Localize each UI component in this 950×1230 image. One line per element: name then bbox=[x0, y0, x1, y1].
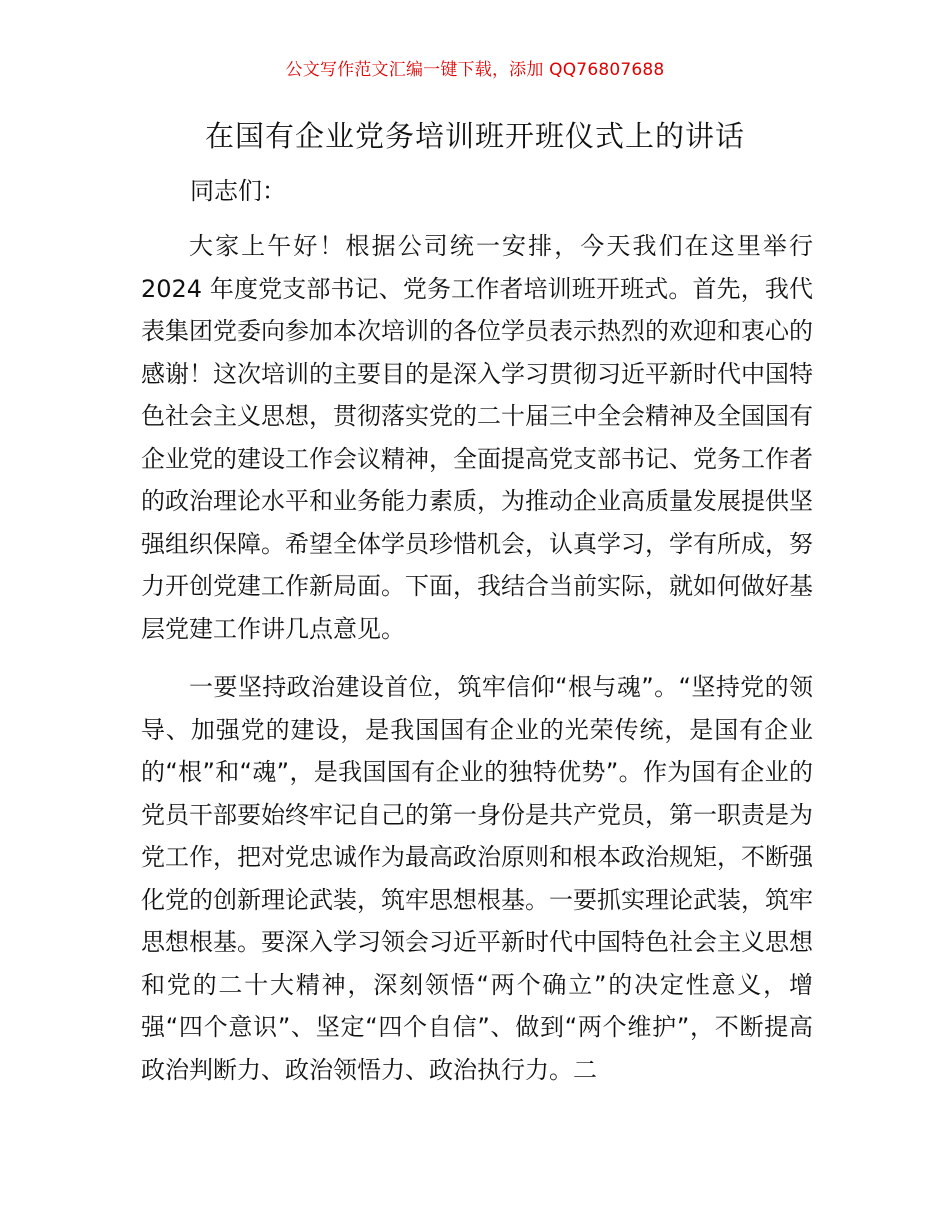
download-notice: 公文写作范文汇编一键下载，添加 QQ76807688 bbox=[285, 60, 665, 80]
document-body bbox=[141, 225, 813, 1107]
paragraph-opening: 大家上午好！根据公司统一安排，今天我们在这里举行 2024 年度党支部书记、党务工作者培训班开班式。首先，我代表集团党委向参加本次培训的各位学员表示热烈的欢迎和衷心的感谢！这次培训的主要目的是深入学习贯彻习近平新时代中国特色社会主义思想，贯彻落实党的二十届三中全会精神及全国国有企业党的建设工作会议精神，全面提高党支部书记、党务工作者的政治理论水平和业务能力素质，为推动企业高质量发展提供坚强组织保障。希望全体学员珍惜机会，认真学习，学有所成，努力开创党建工作新局面。下面，我结合当前实际，就如何做好基层党建工作讲几点意见。 bbox=[141, 232, 813, 643]
salutation: 同志们： bbox=[190, 177, 286, 205]
document-title: 在国有企业党务培训班开班仪式上的讲话 bbox=[204, 119, 745, 153]
paragraph-point-one: 一要坚持政治建设首位，筑牢信仰“根与魂”。“坚持党的领导、加强党的建设，是我国国有企业的光荣传统，是国有企业的“根”和“魂”，是我国国有企业的独特优势”。作为国有企业的党员干部要始终牢记自己的第一身份是共产党员，第一职责是为党工作，把对党忠诚作为最高政治原则和根本政治规矩，不断强化党的创新理论武装，筑牢思想根基。一要抓实理论武装，筑牢思想根基。要深入学习领会习近平新时代中国特色社会主义思想和党的二十大精神，深刻领悟“两个确立”的决定性意义，增强“四个意识”、坚定“四个自信”、做到“两个维护”，不断提高政治判断力、政治领悟力、政治执行力。二 bbox=[141, 673, 813, 1084]
